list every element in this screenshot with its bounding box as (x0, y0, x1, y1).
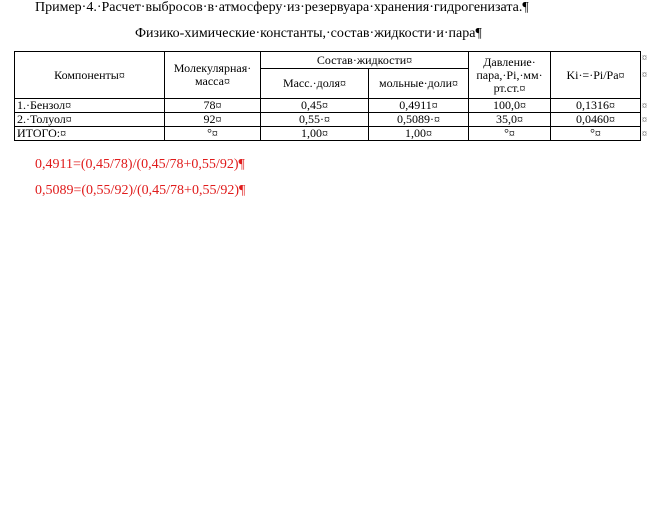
header-liquid-composition: Состав·жидкости¤ (261, 52, 469, 69)
table-row (15, 99, 641, 113)
row-end-mark: ¤ (642, 129, 647, 140)
header-mole-fraction: мольные·доли¤ (369, 69, 469, 99)
row-end-mark: ¤ (642, 70, 647, 81)
component-name: 1.·Бензол¤ (15, 99, 165, 113)
mass-fraction-cell: 1,00¤ (261, 127, 369, 141)
component-name: ИТОГО:¤ (15, 127, 165, 141)
header-mass-fraction: Масс.·доля¤ (261, 69, 369, 99)
component-name: 2.·Толуол¤ (15, 113, 165, 127)
mole-fraction-cell: 0,5089·¤ (369, 113, 469, 127)
molar-mass-cell: 92¤ (165, 113, 261, 127)
k-cell: 0,1316¤ (551, 99, 641, 113)
table-row (15, 113, 641, 127)
formula-line: 0,4911=(0,45/78)/(0,45/78+0,55/92)¶ (35, 157, 245, 172)
header-molar-mass: Молекулярная· масса¤ (165, 52, 261, 99)
pressure-cell: °¤ (469, 127, 551, 141)
mole-fraction-cell: 0,4911¤ (369, 99, 469, 113)
formula-line: 0,5089=(0,55/92)/(0,45/78+0,55/92)¶ (35, 183, 246, 198)
pressure-cell: 100,0¤ (469, 99, 551, 113)
mass-fraction-cell: 0,45¤ (261, 99, 369, 113)
molar-mass-cell: °¤ (165, 127, 261, 141)
row-end-mark: ¤ (642, 101, 647, 112)
k-cell: 0,0460¤ (551, 113, 641, 127)
k-cell: °¤ (551, 127, 641, 141)
mass-fraction-cell: 0,55·¤ (261, 113, 369, 127)
row-end-mark: ¤ (642, 53, 647, 64)
header-k-coefficient: Ki·=·Pi/Pa¤ (551, 52, 641, 99)
molar-mass-cell: 78¤ (165, 99, 261, 113)
document-title: Пример·4.·Расчет·выбросов·в·атмосферу·из·резервуара·хранения·гидрогенизата.¶ (35, 0, 529, 15)
table-row-total (15, 127, 641, 141)
constants-table (14, 51, 641, 141)
pressure-cell: 35,0¤ (469, 113, 551, 127)
mole-fraction-cell: 1,00¤ (369, 127, 469, 141)
header-components: Компоненты¤ (15, 52, 165, 99)
row-end-mark: ¤ (642, 115, 647, 126)
table-caption: Физико-химические·константы,·состав·жидкости·и·пара¶ (135, 26, 482, 41)
header-vapor-pressure: Давление· пара,·Pi,·мм· рт.ст.¤ (469, 52, 551, 99)
